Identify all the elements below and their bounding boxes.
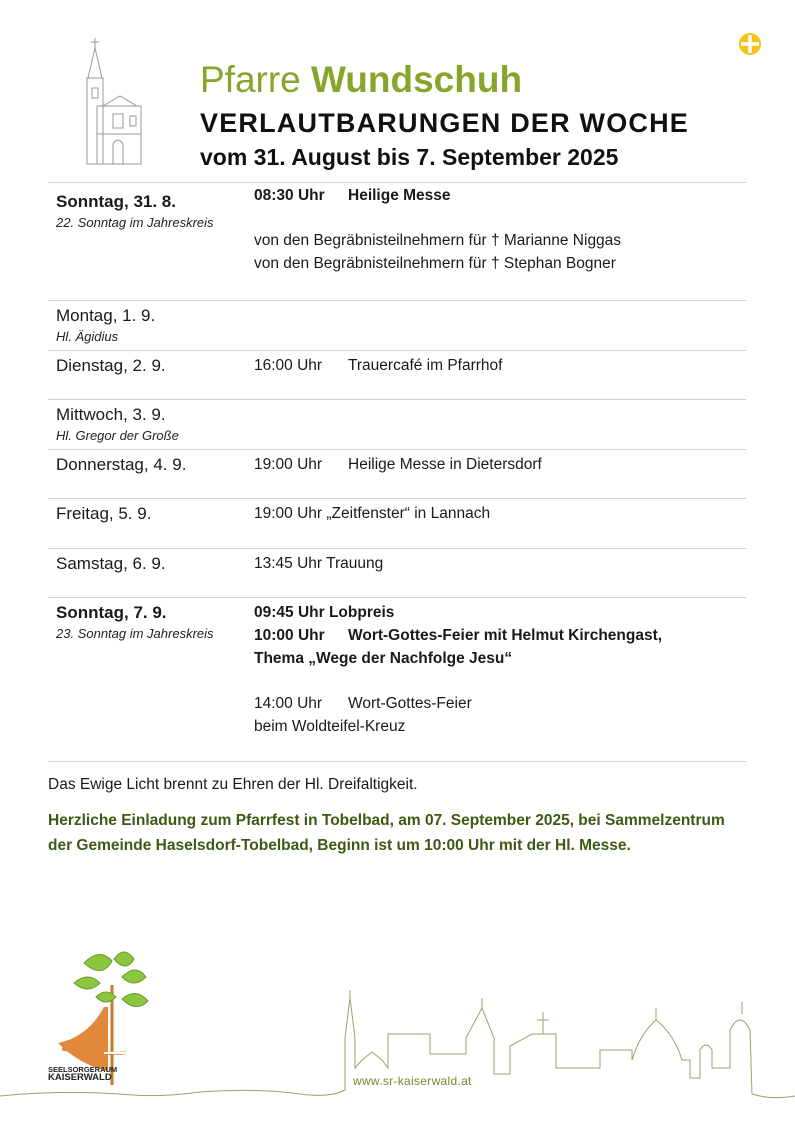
cross-badge-icon <box>738 32 762 56</box>
event-list <box>254 502 744 525</box>
day-column <box>56 552 254 576</box>
day-column <box>56 354 254 378</box>
church-outline-icon <box>80 36 146 166</box>
day-row <box>48 183 746 301</box>
day-label: Mittwoch, 3. 9. <box>56 405 166 424</box>
event: 10:00 Uhr Wort-Gottes-Feier mit Helmut Kirchengast, <box>254 627 663 644</box>
event: 14:00 Uhr Wort-Gottes-Feier <box>254 695 472 712</box>
parish-fest-invitation: Herzliche Einladung zum Pfarrfest in Tobelbad, am 07. September 2025, bei Sammelzentrum der Gemeinde Haselsdorf-Tobelbad, Beginn ist um 10:00 Uhr mit der Hl. Messe. <box>48 812 725 854</box>
day-row <box>48 549 746 598</box>
title-block <box>200 56 689 172</box>
event-list <box>254 354 744 377</box>
day-column <box>56 190 254 232</box>
page-title: VERLAUTBARUNGEN DER WOCHE <box>200 108 689 138</box>
liturgical-day: 22. Sonntag im Jahreskreis <box>56 215 214 230</box>
day-label: Donnerstag, 4. 9. <box>56 455 187 474</box>
day-row <box>48 301 746 351</box>
day-column <box>56 601 254 643</box>
event-note: von den Begräbnisteilnehmern für † Stephan Bogner <box>254 255 616 272</box>
event: 08:30 Uhr Heilige Messe <box>254 187 451 204</box>
day-column <box>56 403 254 445</box>
event-note: Thema „Wege der Nachfolge Jesu“ <box>254 650 513 667</box>
day-label: Sonntag, 31. 8. <box>56 192 176 211</box>
website-url: www.sr-kaiserwald.at <box>353 1074 472 1088</box>
day-row <box>48 400 746 450</box>
day-row <box>48 351 746 400</box>
event: 13:45 Uhr Trauung <box>254 555 384 572</box>
day-column <box>56 502 254 526</box>
event-list <box>254 552 744 575</box>
event-note: beim Woldteifel-Kreuz <box>254 718 406 735</box>
weekly-schedule <box>48 182 746 762</box>
day-label: Sonntag, 7. 9. <box>56 603 167 622</box>
event: 19:00 Uhr „Zeitfenster“ in Lannach <box>254 505 491 522</box>
event-list <box>254 601 744 738</box>
day-column <box>56 453 254 477</box>
skyline-outline-icon <box>0 990 795 1110</box>
day-label: Dienstag, 2. 9. <box>56 356 166 375</box>
event-list <box>254 184 744 275</box>
logo-wordmark: SEELSORGERAUM KAISERWALD <box>48 1065 118 1083</box>
event-note: von den Begräbnisteilnehmern für † Marianne Niggas <box>254 232 622 249</box>
parish-name: Pfarre Wundschuh <box>200 59 523 100</box>
day-label: Samstag, 6. 9. <box>56 554 166 573</box>
event: 19:00 Uhr Heilige Messe in Dietersdorf <box>254 456 542 473</box>
saint-of-day: Hl. Gregor der Große <box>56 428 179 443</box>
eternal-light-note: Das Ewige Licht brennt zu Ehren der Hl. Dreifaltigkeit. <box>48 776 418 793</box>
liturgical-day: 23. Sonntag im Jahreskreis <box>56 626 214 641</box>
event: 16:00 Uhr Trauercafé im Pfarrhof <box>254 357 503 374</box>
date-range: vom 31. August bis 7. September 2025 <box>200 144 619 170</box>
day-row <box>48 598 746 762</box>
event: 09:45 Uhr Lobpreis <box>254 604 395 621</box>
day-label: Freitag, 5. 9. <box>56 504 152 523</box>
day-row <box>48 450 746 499</box>
day-row <box>48 499 746 549</box>
event-list <box>254 453 744 476</box>
day-column <box>56 304 254 346</box>
saint-of-day: Hl. Ägidius <box>56 329 119 344</box>
day-label: Montag, 1. 9. <box>56 306 156 325</box>
